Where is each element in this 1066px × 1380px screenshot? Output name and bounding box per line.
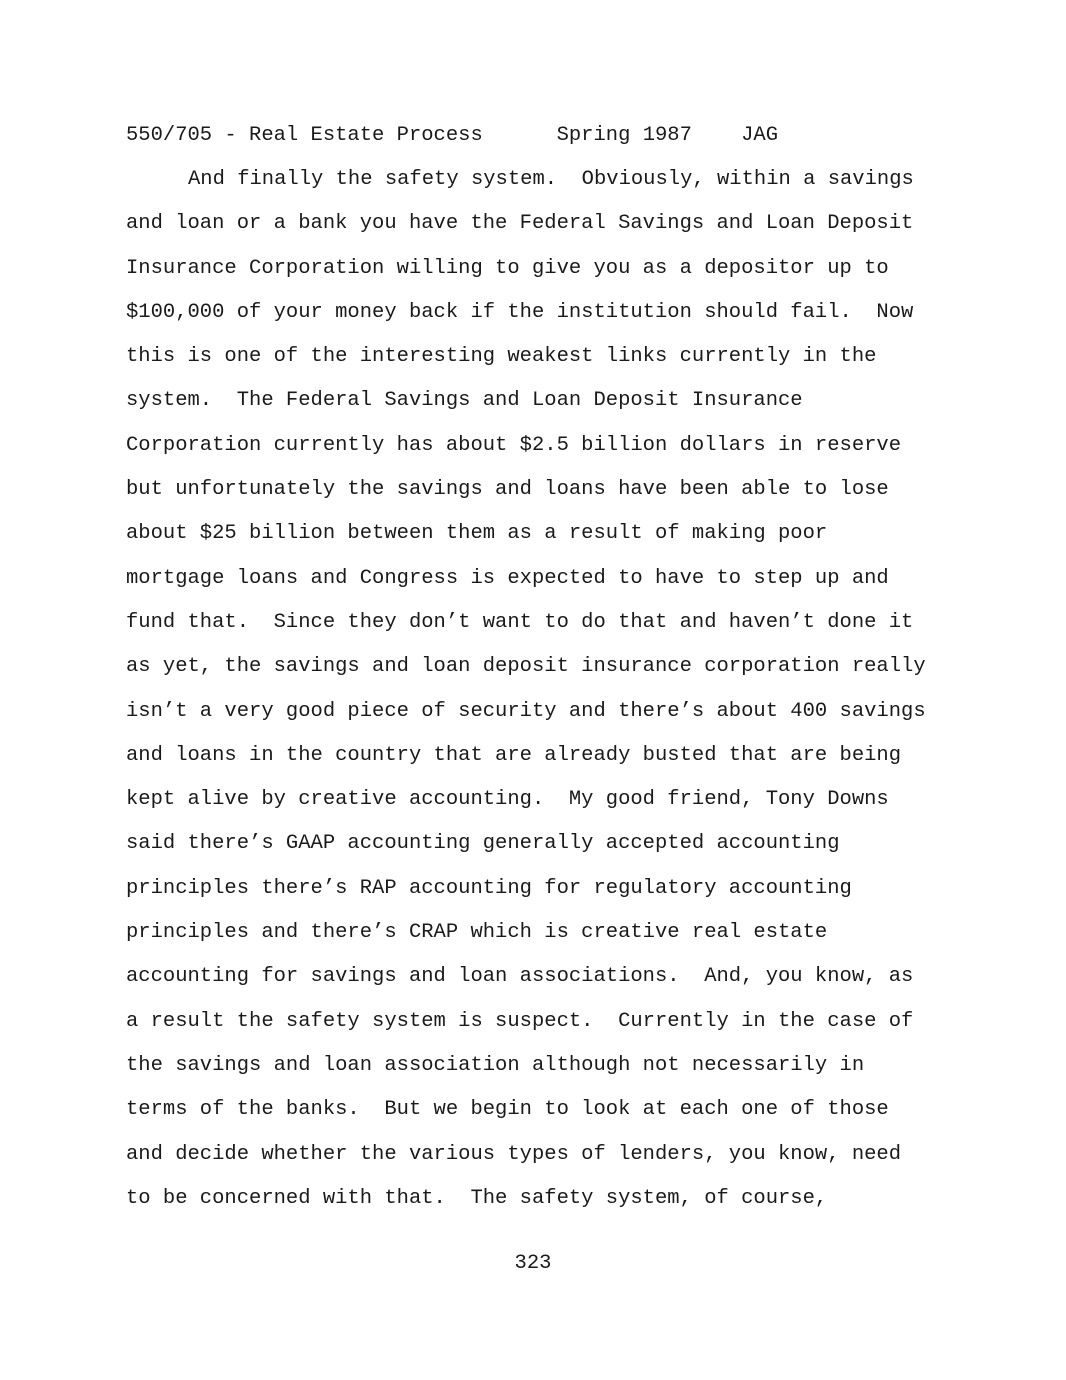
- text-line: Corporation currently has about $2.5 billion dollars in reserve: [126, 433, 902, 457]
- text-line: but unfortunately the savings and loans have been able to lose: [126, 478, 889, 502]
- text-line: to be concerned with that. The safety system, of course,: [126, 1186, 828, 1210]
- text-line: about $25 billion between them as a result of making poor: [126, 522, 828, 546]
- term: Spring 1987: [556, 124, 692, 147]
- text-line: and loan or a bank you have the Federal Savings and Loan Deposit: [126, 212, 914, 236]
- text-line: And finally the safety system. Obviously, within a savings: [188, 168, 914, 191]
- text-line: kept alive by creative accounting. My good friend, Tony Downs: [126, 788, 889, 812]
- text-line: isn’t a very good piece of security and there’s about 400 savings: [126, 699, 926, 723]
- text-line: terms of the banks. But we begin to look at each one of those: [126, 1098, 889, 1122]
- text-line: fund that. Since they don’t want to do that and haven’t done it: [126, 610, 914, 634]
- text-line: $100,000 of your money back if the institution should fail. Now: [126, 300, 914, 324]
- page-number: 323: [514, 1252, 552, 1275]
- text-line: the savings and loan association although not necessarily in: [126, 1053, 865, 1077]
- text-line: and loans in the country that are already busted that are being: [126, 743, 902, 767]
- text-line: as yet, the savings and loan deposit insurance corporation really: [126, 655, 926, 679]
- text-line: and decide whether the various types of lenders, you know, need: [126, 1142, 902, 1166]
- text-line: system. The Federal Savings and Loan Deposit Insurance: [126, 389, 803, 413]
- text-line: principles there’s RAP accounting for regulatory accounting: [126, 876, 852, 900]
- transcript-body: [126, 166, 956, 1229]
- text-line: Insurance Corporation willing to give you as a depositor up to: [126, 256, 889, 280]
- page-header: [126, 122, 778, 150]
- author-initials: JAG: [741, 124, 779, 147]
- course-title: 550/705 - Real Estate Process: [126, 124, 483, 147]
- text-line: a result the safety system is suspect. Currently in the case of: [126, 1009, 914, 1033]
- text-line: this is one of the interesting weakest links currently in the: [126, 345, 877, 369]
- text-line: mortgage loans and Congress is expected to have to step up and: [126, 566, 889, 590]
- text-line: accounting for savings and loan associations. And, you know, as: [126, 965, 914, 989]
- text-line: principles and there’s CRAP which is creative real estate: [126, 921, 828, 945]
- text-line: said there’s GAAP accounting generally accepted accounting: [126, 832, 840, 856]
